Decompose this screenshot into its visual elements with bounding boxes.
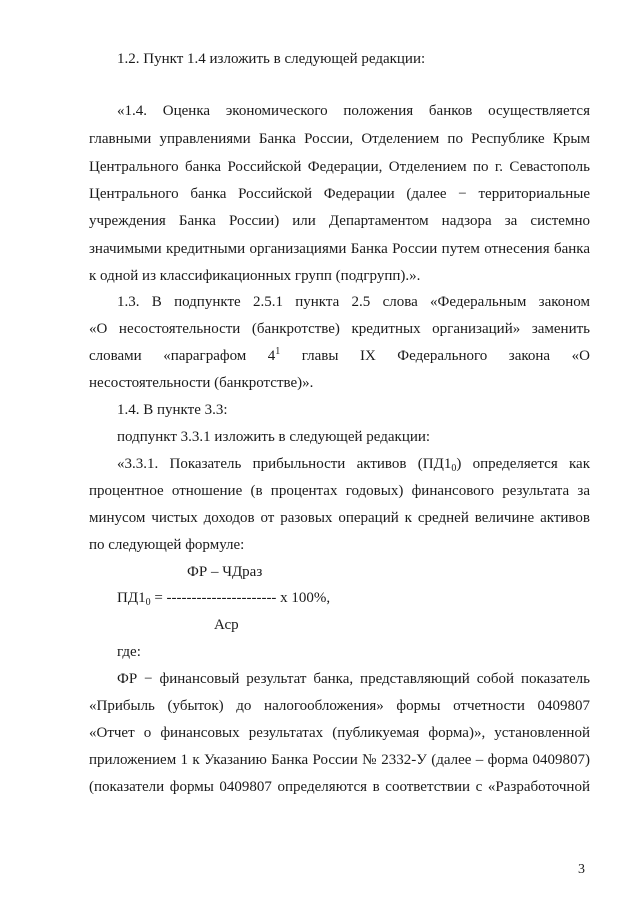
paragraph-fr-line-1 — [117, 670, 590, 688]
text-line: 1.3. В подпункте 2.5.1 пункта 2.5 слова «Федеральным законом — [117, 294, 590, 310]
text-line: где: — [117, 644, 141, 660]
paragraph-1-3-line-3 — [89, 347, 590, 365]
formula-numerator — [187, 563, 262, 581]
paragraph-1-2 — [117, 50, 425, 68]
word: Федерального — [397, 348, 488, 364]
superscript: 1 — [275, 346, 281, 357]
paragraph-1-4-line-4 — [89, 185, 590, 203]
word: закона — [508, 348, 551, 364]
text-line: «1.4. Оценка экономического положения банков осуществляется — [117, 103, 590, 119]
text-line: «О несостоятельности (банкротстве) кредитных организаций» заменить — [89, 321, 590, 337]
text-line: главными управлениями Банка России, Отделением по Республике Крым — [89, 131, 590, 147]
paragraph-1-4-line-1 — [89, 102, 590, 120]
text-line: приложением 1 к Указанию Банка России № 2332-У (далее – форма 0409807) — [89, 752, 590, 768]
paragraph-1-4-line-3 — [89, 158, 590, 176]
paragraph-fr-line-2 — [89, 697, 590, 715]
text-line: 1.4. В пункте 3.3: — [117, 402, 228, 418]
formula-main-line — [117, 589, 330, 607]
paragraph-1-4b — [117, 401, 228, 419]
text-line: «3.3.1. Показатель прибыльности активов (ПД1 — [117, 456, 452, 472]
paragraph-1-4-line-2 — [89, 130, 590, 148]
formula-rhs: = ---------------------- х 100%, — [150, 590, 331, 606]
paragraph-1-4-line-7 — [89, 267, 420, 285]
paragraph-1-3-line-1 — [117, 293, 590, 311]
text-line: Аср — [214, 617, 239, 633]
paragraph-3-3-1-line-4 — [89, 536, 244, 554]
word: 4 — [267, 348, 276, 364]
text-line: ФР − финансовый результат банка, представляющий собой показатель — [117, 671, 590, 687]
text-line: минусом чистых доходов от разовых операций к средней величине активов — [89, 510, 590, 526]
text-line: «Прибыль (убыток) до налогообложения» формы отчетности 0409807 — [89, 698, 590, 714]
where-label — [117, 643, 141, 661]
word: «параграфом — [163, 348, 247, 364]
paragraph-1-3-line-2 — [89, 320, 590, 338]
text-line: 1.2. Пункт 1.4 изложить в следующей редакции: — [117, 51, 426, 67]
word: словами — [89, 348, 142, 364]
subscript: 0 — [145, 597, 151, 608]
paragraph-3-3-1-line-2 — [89, 482, 590, 500]
text-line: значимыми кредитными организациями Банка России путем отнесения банка — [89, 241, 590, 257]
text-line: (показатели формы 0409807 определяются в соответствии с «Разработочной — [89, 779, 590, 795]
paragraph-fr-line-5 — [89, 778, 590, 796]
paragraph-fr-line-4 — [89, 751, 590, 769]
paragraph-3-3-1-line-1 — [117, 455, 590, 473]
page-number: 3 — [578, 862, 585, 877]
word: IX — [359, 348, 376, 364]
text-line: Центрального банка Российской Федерации, Отделением по г. Севастополь — [89, 159, 590, 175]
text-line: ФР – ЧДраз — [187, 564, 263, 580]
formula-denominator — [214, 616, 239, 634]
word: «О — [571, 348, 590, 364]
text-line: подпункт 3.3.1 изложить в следующей редакции: — [117, 429, 431, 445]
subscript: 0 — [451, 463, 457, 474]
paragraph-3-3-1-line-3 — [89, 509, 590, 527]
text-line: к одной из классификационных групп (подгрупп).». — [89, 268, 421, 284]
text-line: несостоятельности (банкротстве)». — [89, 375, 314, 391]
paragraph-1-4-line-6 — [89, 240, 590, 258]
formula-lhs: ПД1 — [117, 590, 146, 606]
text-line: «Отчет о финансовых результатах (публикуемая форма)», установленной — [89, 725, 590, 741]
paragraph-1-4-line-5 — [89, 212, 590, 230]
text-line: ) определяется как — [456, 456, 590, 472]
paragraph-fr-line-3 — [89, 724, 590, 742]
text-line: процентное отношение (в процентах годовых) финансового результата за — [89, 483, 590, 499]
paragraph-number — [268, 347, 281, 365]
text-line: Центрального банка Российской Федерации (далее − территориальные — [89, 186, 590, 202]
text-line: учреждения Банка России) или Департаментом надзора за системно — [89, 213, 590, 229]
paragraph-1-3-line-4 — [89, 374, 313, 392]
text-line: по следующей формуле: — [89, 537, 245, 553]
paragraph-3-3-1-intro — [117, 428, 430, 446]
word: главы — [301, 348, 339, 364]
